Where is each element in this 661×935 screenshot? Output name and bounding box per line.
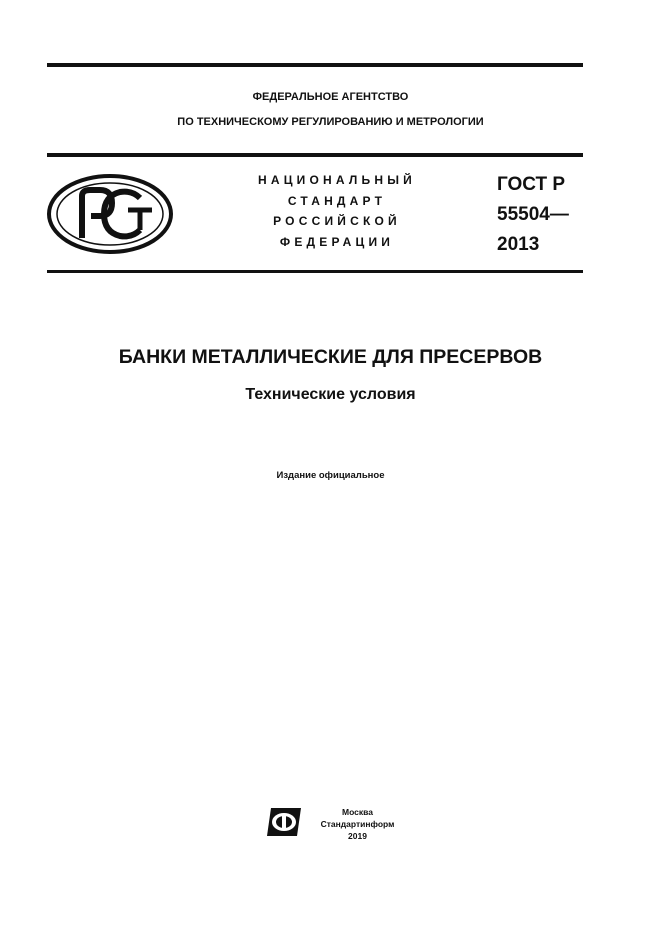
standard-label-line-3: РОССИЙСКОЙ: [273, 214, 401, 228]
publisher-name: Стандартинформ: [320, 819, 395, 829]
publisher-block: [310, 806, 405, 842]
top-rule: [47, 63, 583, 67]
standard-label-line-2: СТАНДАРТ: [287, 193, 387, 208]
document-subtitle: Технические условия: [245, 386, 416, 403]
standard-number: [497, 170, 569, 260]
edition-label: Издание официальное: [276, 470, 385, 481]
standard-number-line-3: 2013: [497, 234, 540, 255]
agency-line-2: ПО ТЕХНИЧЕСКОМУ РЕГУЛИРОВАНИЮ И МЕТРОЛОГИИ: [177, 116, 484, 128]
standard-number-line-1: ГОСТ Р: [497, 174, 566, 195]
publisher-city: Москва: [342, 807, 373, 817]
standard-number-line-2: 55504—: [497, 204, 569, 225]
standard-label-line-4: ФЕДЕРАЦИИ: [279, 234, 395, 249]
standard-label-line-1: НАЦИОНАЛЬНЫЙ: [257, 173, 417, 187]
standartinform-logo-icon: [265, 806, 303, 843]
header-bottom-rule: [47, 270, 583, 273]
gost-r-certification-logo-icon: [46, 172, 174, 261]
agency-line-1: ФЕДЕРАЛЬНОЕ АГЕНТСТВО: [252, 91, 409, 103]
document-title: БАНКИ МЕТАЛЛИЧЕСКИЕ ДЛЯ ПРЕСЕРВОВ: [118, 346, 543, 368]
publisher-year: 2019: [348, 831, 367, 841]
header-rule: [47, 153, 583, 157]
